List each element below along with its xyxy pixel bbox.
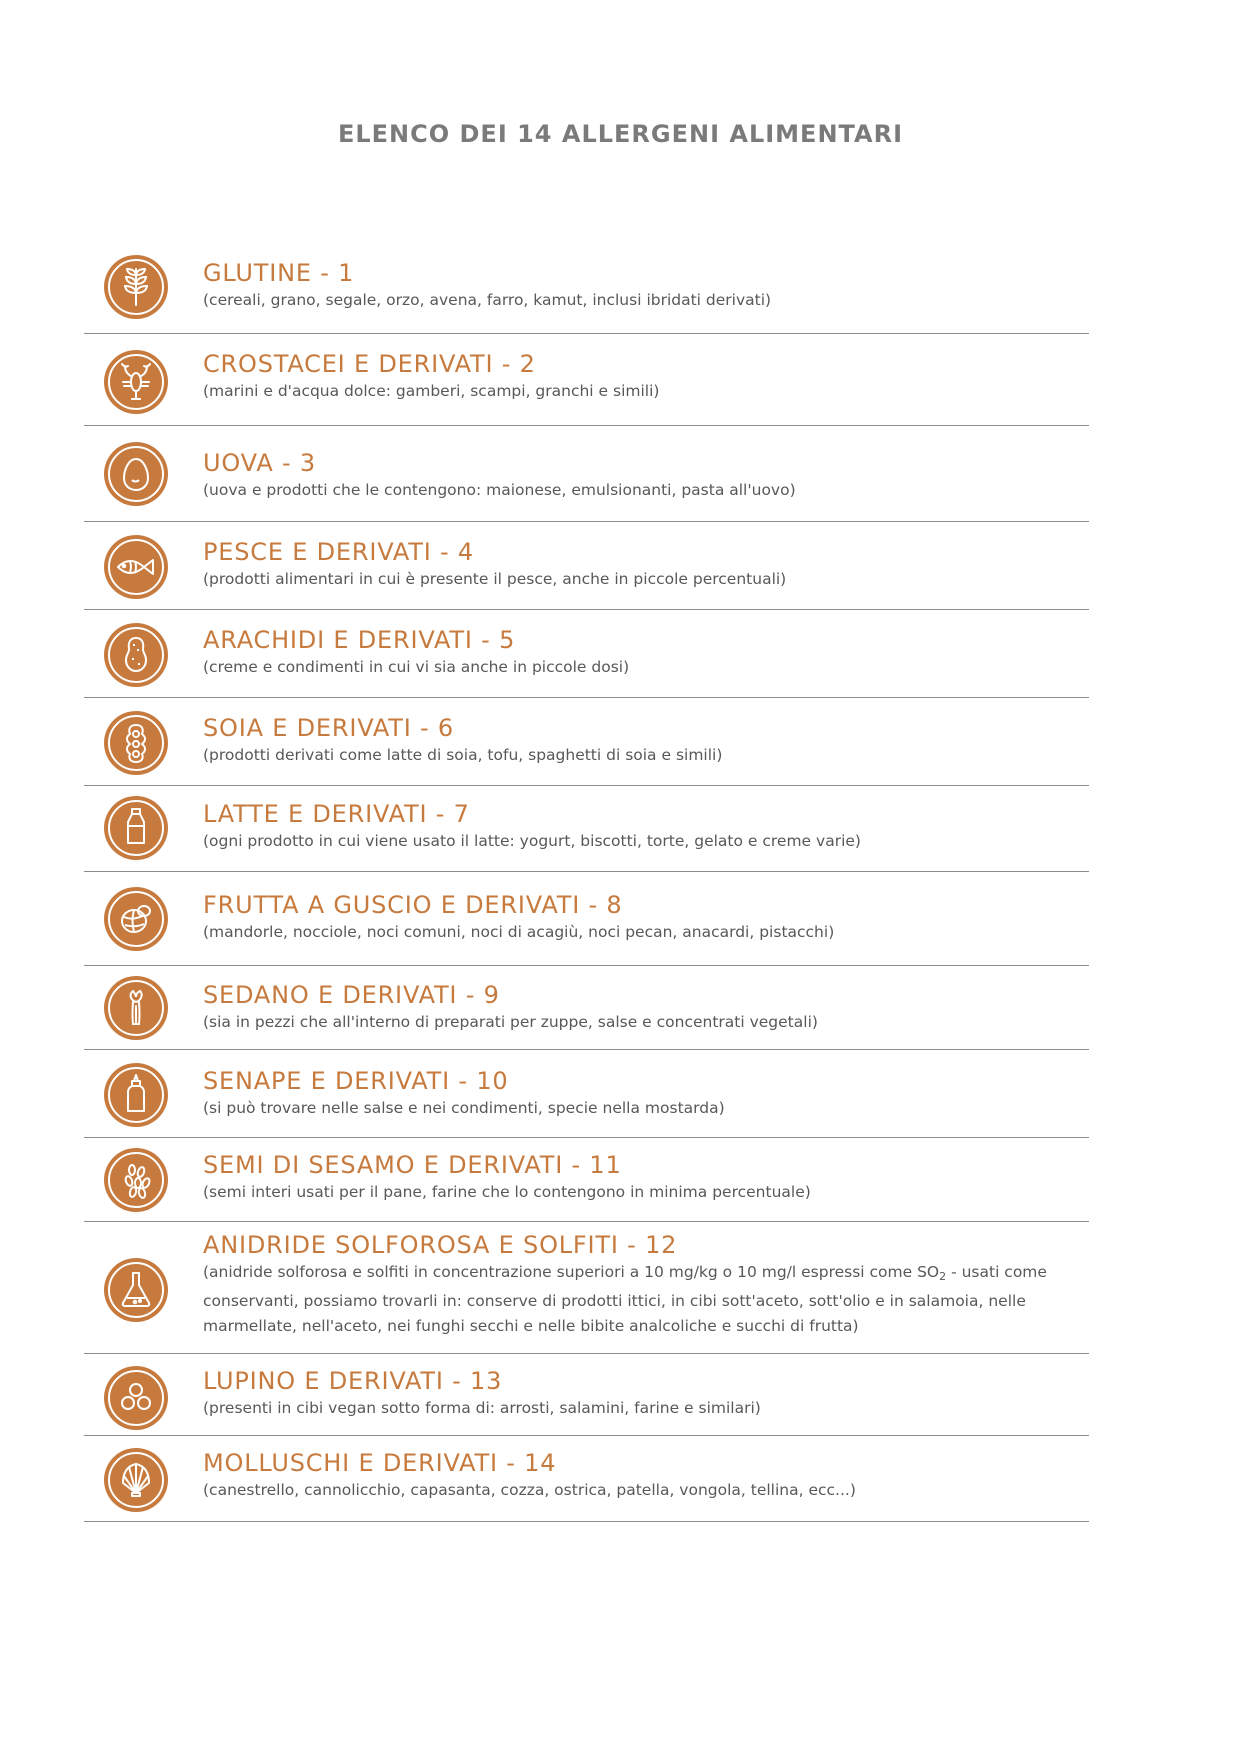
divider — [84, 1521, 1089, 1522]
allergen-heading: CROSTACEI E DERIVATI - 2 — [203, 350, 536, 378]
egg-icon — [104, 442, 168, 506]
allergen-description: (prodotti derivati come latte di soia, tofu, spaghetti di soia e simili) — [203, 746, 723, 764]
allergen-description — [203, 1260, 1109, 1339]
allergen-heading: MOLLUSCHI E DERIVATI - 14 — [203, 1449, 557, 1477]
description-part: - usati come conservanti, possiamo trovarli in: conserve di prodotti ittici, in cibi sott'aceto, sott'olio e in salamoia, nelle marmellate, nell'aceto, nei funghi secchi e nelle bibite analcoliche e succhi di frutta) — [203, 1263, 1047, 1335]
allergen-item-soy — [84, 698, 1089, 786]
wheat-icon — [104, 255, 168, 319]
allergen-item-peanuts — [84, 610, 1089, 698]
allergen-description: (prodotti alimentari in cui è presente il pesce, anche in piccole percentuali) — [203, 570, 787, 588]
allergen-item-crustaceans — [84, 334, 1089, 426]
allergen-item-nuts — [84, 872, 1089, 966]
lupin-icon — [104, 1366, 168, 1430]
allergen-item-sesame — [84, 1138, 1089, 1222]
allergen-description: (uova e prodotti che le contengono: maionese, emulsionanti, pasta all'uovo) — [203, 481, 796, 499]
sesame-icon — [104, 1148, 168, 1212]
allergen-description: (cereali, grano, segale, orzo, avena, farro, kamut, inclusi ibridati derivati) — [203, 291, 772, 309]
allergen-heading: SEDANO E DERIVATI - 9 — [203, 981, 500, 1009]
allergen-item-gluten — [84, 240, 1089, 334]
page-title: ELENCO DEI 14 ALLERGENI ALIMENTARI — [337, 120, 904, 148]
allergen-description: (mandorle, nocciole, noci comuni, noci di acagiù, noci pecan, anacardi, pistacchi) — [203, 923, 835, 941]
allergen-description: (marini e d'acqua dolce: gamberi, scampi, granchi e simili) — [203, 382, 660, 400]
allergen-heading: ANIDRIDE SOLFOROSA E SOLFITI - 12 — [203, 1231, 678, 1259]
lobster-icon — [104, 350, 168, 414]
allergen-description: (semi interi usati per il pane, farine che lo contengono in minima percentuale) — [203, 1183, 811, 1201]
celery-icon — [104, 976, 168, 1040]
allergen-item-mustard — [84, 1050, 1089, 1138]
allergen-description: (si può trovare nelle salse e nei condimenti, specie nella mostarda) — [203, 1099, 725, 1117]
milk-bottle-icon — [104, 796, 168, 860]
allergen-heading: LATTE E DERIVATI - 7 — [203, 800, 470, 828]
allergen-item-molluscs — [84, 1436, 1089, 1522]
allergen-heading: ARACHIDI E DERIVATI - 5 — [203, 626, 516, 654]
fish-icon — [104, 535, 168, 599]
allergen-item-milk — [84, 786, 1089, 872]
allergen-item-celery — [84, 966, 1089, 1050]
allergen-item-lupin — [84, 1354, 1089, 1436]
allergen-heading: PESCE E DERIVATI - 4 — [203, 538, 474, 566]
allergen-item-eggs — [84, 426, 1089, 522]
allergen-heading: GLUTINE - 1 — [203, 259, 355, 287]
allergen-description: (canestrello, cannolicchio, capasanta, cozza, ostrica, patella, vongola, tellina, ecc...) — [203, 1481, 856, 1499]
soy-icon — [104, 711, 168, 775]
walnut-icon — [104, 887, 168, 951]
allergen-heading: SENAPE E DERIVATI - 10 — [203, 1067, 509, 1095]
description-part: (anidride solforosa e solfiti in concentrazione superiori a 10 mg/kg o 10 mg/l espressi come SO — [203, 1263, 940, 1281]
allergen-item-sulphites — [84, 1222, 1089, 1354]
flask-icon — [104, 1258, 168, 1322]
allergen-heading: LUPINO E DERIVATI - 13 — [203, 1367, 503, 1395]
shell-icon — [104, 1448, 168, 1512]
allergen-heading: UOVA - 3 — [203, 449, 316, 477]
subscript: 2 — [939, 1270, 947, 1283]
mustard-bottle-icon — [104, 1063, 168, 1127]
allergen-heading: SEMI DI SESAMO E DERIVATI - 11 — [203, 1151, 622, 1179]
allergen-description: (ogni prodotto in cui viene usato il latte: yogurt, biscotti, torte, gelato e creme varie) — [203, 832, 861, 850]
allergen-description: (presenti in cibi vegan sotto forma di: arrosti, salamini, farine e similari) — [203, 1399, 761, 1417]
allergen-heading: FRUTTA A GUSCIO E DERIVATI - 8 — [203, 891, 623, 919]
allergen-item-fish — [84, 522, 1089, 610]
allergen-heading: SOIA E DERIVATI - 6 — [203, 714, 455, 742]
allergen-description: (creme e condimenti in cui vi sia anche in piccole dosi) — [203, 658, 630, 676]
peanut-icon — [104, 623, 168, 687]
allergen-description: (sia in pezzi che all'interno di preparati per zuppe, salse e concentrati vegetali) — [203, 1013, 818, 1031]
